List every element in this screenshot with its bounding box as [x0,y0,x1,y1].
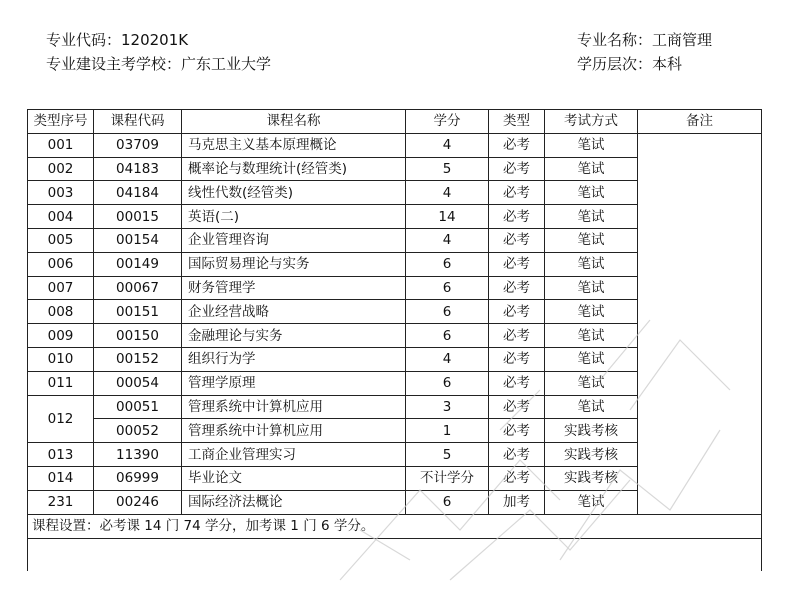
cell-type: 必考 [489,228,545,252]
cell-type: 必考 [489,157,545,181]
course-summary: 课程设置：必考课 14 门 74 学分，加考课 1 门 6 学分。 [28,514,762,538]
cell-credit: 6 [406,276,489,300]
cell-credit: 14 [406,205,489,229]
cell-type: 必考 [489,300,545,324]
cell-name: 组织行为学 [182,347,406,371]
cell-seq: 007 [28,276,94,300]
cell-credit: 4 [406,347,489,371]
cell-name: 财务管理学 [182,276,406,300]
cell-exam: 笔试 [545,228,638,252]
cell-exam: 笔试 [545,490,638,514]
cell-name: 国际经济法概论 [182,490,406,514]
cell-credit: 不计学分 [406,466,489,490]
cell-code: 00154 [94,228,182,252]
cell-seq: 011 [28,371,94,395]
cell-seq: 006 [28,252,94,276]
cell-credit: 6 [406,371,489,395]
cell-code: 00149 [94,252,182,276]
cell-credit: 5 [406,157,489,181]
cell-type: 必考 [489,395,545,419]
cell-type: 必考 [489,133,545,157]
cell-name: 管理学原理 [182,371,406,395]
cell-seq: 004 [28,205,94,229]
school-name: 专业建设主考学校：广东工业大学 [46,55,272,73]
cell-type: 必考 [489,347,545,371]
cell-exam: 笔试 [545,324,638,348]
cell-seq: 003 [28,181,94,205]
cell-code: 00151 [94,300,182,324]
cell-type: 必考 [489,443,545,467]
cell-exam: 笔试 [545,157,638,181]
cell-seq: 002 [28,157,94,181]
cell-type: 必考 [489,276,545,300]
cell-exam: 笔试 [545,133,638,157]
course-table [27,109,762,571]
col-header-exam: 考试方式 [545,110,638,134]
cell-name: 线性代数(经管类) [182,181,406,205]
col-header-name: 课程名称 [182,110,406,134]
cell-credit: 6 [406,252,489,276]
cell-credit: 6 [406,324,489,348]
cell-exam: 笔试 [545,395,638,419]
cell-seq: 231 [28,490,94,514]
cell-credit: 4 [406,133,489,157]
cell-exam: 笔试 [545,252,638,276]
cell-seq: 009 [28,324,94,348]
cell-exam: 笔试 [545,371,638,395]
cell-type: 必考 [489,324,545,348]
cell-code: 00067 [94,276,182,300]
cell-credit: 5 [406,443,489,467]
cell-seq: 005 [28,228,94,252]
cell-code: 00015 [94,205,182,229]
cell-code: 00051 [94,395,182,419]
cell-exam: 实践考核 [545,466,638,490]
cell-exam: 笔试 [545,181,638,205]
major-name: 专业名称：工商管理 [577,31,713,49]
cell-name: 金融理论与实务 [182,324,406,348]
cell-code: 00150 [94,324,182,348]
cell-type: 必考 [489,419,545,443]
cell-type: 必考 [489,466,545,490]
cell-type: 必考 [489,205,545,229]
cell-code: 06999 [94,466,182,490]
cell-code: 11390 [94,443,182,467]
cell-name: 马克思主义基本原理概论 [182,133,406,157]
cell-exam: 笔试 [545,276,638,300]
cell-name: 国际贸易理论与实务 [182,252,406,276]
cell-exam: 笔试 [545,347,638,371]
cell-exam: 实践考核 [545,419,638,443]
cell-name: 企业经营战略 [182,300,406,324]
cell-exam: 笔试 [545,300,638,324]
cell-code: 00052 [94,419,182,443]
cell-code: 00152 [94,347,182,371]
blank-cell [28,538,762,571]
cell-code: 00054 [94,371,182,395]
cell-credit: 4 [406,181,489,205]
cell-type: 必考 [489,181,545,205]
cell-type: 必考 [489,252,545,276]
education-level: 学历层次：本科 [577,55,683,73]
cell-name: 英语(二) [182,205,406,229]
cell-name: 毕业论文 [182,466,406,490]
table-row [28,133,762,157]
blank-row [28,538,762,571]
cell-code: 04183 [94,157,182,181]
cell-credit: 4 [406,228,489,252]
col-header-code: 课程代码 [94,110,182,134]
cell-seq: 014 [28,466,94,490]
col-header-seq: 类型序号 [28,110,94,134]
col-header-credit: 学分 [406,110,489,134]
cell-seq: 012 [28,395,94,443]
cell-exam: 实践考核 [545,443,638,467]
cell-seq: 008 [28,300,94,324]
major-code: 专业代码：120201K [46,31,189,49]
cell-exam: 笔试 [545,205,638,229]
cell-credit: 6 [406,300,489,324]
cell-type: 加考 [489,490,545,514]
cell-name: 企业管理咨询 [182,228,406,252]
col-header-type: 类型 [489,110,545,134]
cell-seq: 001 [28,133,94,157]
header-left [46,28,271,76]
cell-seq: 013 [28,443,94,467]
cell-name: 工商企业管理实习 [182,443,406,467]
cell-code: 00246 [94,490,182,514]
cell-name: 概率论与数理统计(经管类) [182,157,406,181]
cell-type: 必考 [489,371,545,395]
table-header-row [28,110,762,134]
cell-credit: 1 [406,419,489,443]
cell-code: 03709 [94,133,182,157]
cell-credit: 3 [406,395,489,419]
cell-credit: 6 [406,490,489,514]
col-header-notes: 备注 [638,110,762,134]
cell-notes [638,133,762,514]
cell-code: 04184 [94,181,182,205]
cell-seq: 010 [28,347,94,371]
summary-row [28,514,762,538]
cell-name: 管理系统中计算机应用 [182,395,406,419]
cell-name: 管理系统中计算机应用 [182,419,406,443]
header-right [577,28,712,76]
